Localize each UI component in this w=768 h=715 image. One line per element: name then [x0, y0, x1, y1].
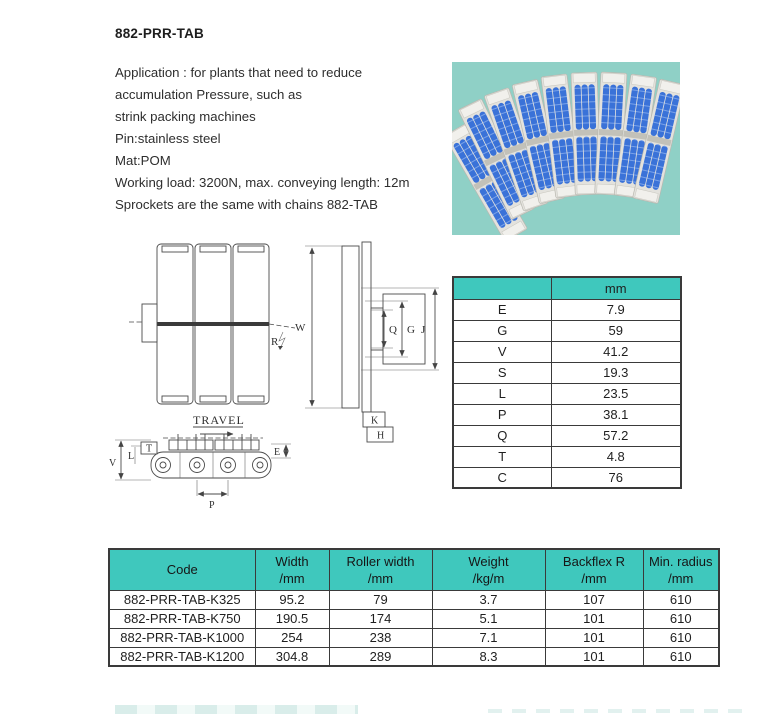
specs-header-cell — [329, 549, 432, 590]
spec-value: 610 — [643, 590, 719, 609]
spec-value: 254 — [255, 628, 329, 647]
label-h: H — [377, 430, 385, 442]
spec-row — [109, 628, 719, 647]
specs-header-line1: Min. radius — [648, 553, 713, 569]
dimension-row — [453, 320, 681, 341]
spec-value: 101 — [545, 628, 643, 647]
label-p: P — [209, 500, 215, 511]
technical-drawing — [105, 238, 450, 530]
specs-table — [108, 548, 720, 667]
plan-view-drawing — [129, 244, 295, 404]
page-bottom-strip-right — [488, 709, 750, 713]
description-line: Sprockets are the same with chains 882-TAB — [115, 197, 378, 212]
specs-header-cell — [109, 549, 255, 590]
spec-code: 882-PRR-TAB-K1000 — [109, 628, 255, 647]
dimension-label: S — [453, 362, 551, 383]
specs-header-cell — [255, 549, 329, 590]
dimension-value: 57.2 — [551, 425, 681, 446]
spec-value: 190.5 — [255, 609, 329, 628]
specs-header-row — [109, 549, 719, 590]
dimension-value: 59 — [551, 320, 681, 341]
specs-header-line1: Roller width — [346, 553, 415, 569]
spec-value: 101 — [545, 647, 643, 666]
spec-row — [109, 647, 719, 666]
dimension-row — [453, 341, 681, 362]
dimension-value: 19.3 — [551, 362, 681, 383]
specs-header-cell — [432, 549, 545, 590]
dimension-row — [453, 425, 681, 446]
spec-value: 610 — [643, 628, 719, 647]
spec-code: 882-PRR-TAB-K1200 — [109, 647, 255, 666]
spec-value: 174 — [329, 609, 432, 628]
label-radius: R — [271, 336, 279, 348]
spec-value: 289 — [329, 647, 432, 666]
dimension-row — [453, 383, 681, 404]
dimension-label: P — [453, 404, 551, 425]
label-l: L — [128, 451, 135, 462]
travel-direction — [193, 413, 245, 434]
section-view-drawing — [295, 242, 439, 442]
spec-value: 101 — [545, 609, 643, 628]
spec-code: 882-PRR-TAB-K750 — [109, 609, 255, 628]
description-line: Mat:POM — [115, 153, 171, 168]
spec-value: 610 — [643, 609, 719, 628]
description-line: Working load: 3200N, max. conveying length: 12m — [115, 175, 410, 190]
dimension-label: Q — [453, 425, 551, 446]
specs-header-line2: /mm — [668, 570, 694, 586]
dimension-value: 23.5 — [551, 383, 681, 404]
specs-header-line2: /mm — [279, 570, 305, 586]
spec-row — [109, 590, 719, 609]
dimension-value: 76 — [551, 467, 681, 488]
description-block — [115, 62, 465, 216]
specs-header-line1: Code — [166, 562, 198, 578]
product-photo — [452, 62, 680, 235]
specs-header-line2: /mm — [367, 570, 394, 586]
spec-row — [109, 609, 719, 628]
page-title: 882-PRR-TAB — [115, 26, 204, 41]
spec-value: 8.3 — [432, 647, 545, 666]
spec-code: 882-PRR-TAB-K325 — [109, 590, 255, 609]
dimensions-empty-header — [453, 277, 551, 299]
spec-value: 610 — [643, 647, 719, 666]
dimension-value: 7.9 — [551, 299, 681, 320]
spec-value: 7.1 — [432, 628, 545, 647]
description-line: strink packing machines — [115, 109, 256, 124]
label-j: J — [421, 324, 426, 336]
description-line: accumulation Pressure, such as — [115, 87, 302, 102]
dimension-row — [453, 404, 681, 425]
spec-value: 3.7 — [432, 590, 545, 609]
label-g: G — [407, 324, 415, 336]
dimension-label: C — [453, 467, 551, 488]
dimension-value: 41.2 — [551, 341, 681, 362]
specs-header-line1: Backflex R — [562, 553, 626, 569]
dimension-label: V — [453, 341, 551, 362]
side-tab-plan — [142, 304, 157, 342]
spec-value: 95.2 — [255, 590, 329, 609]
dimension-value: 38.1 — [551, 404, 681, 425]
specs-header-line1: Weight — [468, 553, 509, 569]
spec-value: 107 — [545, 590, 643, 609]
label-t: T — [146, 443, 153, 455]
description-line: Application : for plants that need to reduce — [115, 65, 363, 80]
dimension-row — [453, 299, 681, 320]
dimension-value: 4.8 — [551, 446, 681, 467]
conveyor-chain-photo — [452, 62, 680, 235]
dimensions-header-row — [453, 277, 681, 299]
specs-header-line1: Width — [275, 553, 309, 569]
dimension-label: T — [453, 446, 551, 467]
dimensions-unit-header: mm — [551, 277, 681, 299]
dimension-label: G — [453, 320, 551, 341]
label-width: W — [295, 322, 306, 334]
description-line: Pin:stainless steel — [115, 131, 221, 146]
specs-header-cell — [643, 549, 719, 590]
spec-value: 5.1 — [432, 609, 545, 628]
spec-value: 304.8 — [255, 647, 329, 666]
dimension-label: E — [453, 299, 551, 320]
dimensions-table — [452, 276, 682, 489]
spec-value: 79 — [329, 590, 432, 609]
page-bottom-strip-left — [115, 705, 358, 714]
dimension-label: L — [453, 383, 551, 404]
label-v: V — [109, 458, 117, 469]
label-e: E — [274, 447, 281, 458]
dimension-row — [453, 446, 681, 467]
spec-value: 238 — [329, 628, 432, 647]
dimension-row — [453, 362, 681, 383]
travel-label: TRAVEL — [193, 413, 245, 427]
specs-header-cell — [545, 549, 643, 590]
elevation-view-drawing — [109, 434, 291, 511]
specs-header-line2: /kg/m — [472, 570, 505, 586]
dimension-row — [453, 467, 681, 488]
label-q: Q — [389, 324, 397, 336]
dimension-drawing — [105, 238, 450, 530]
label-k: K — [371, 415, 379, 427]
specs-header-line2: /mm — [581, 570, 607, 586]
